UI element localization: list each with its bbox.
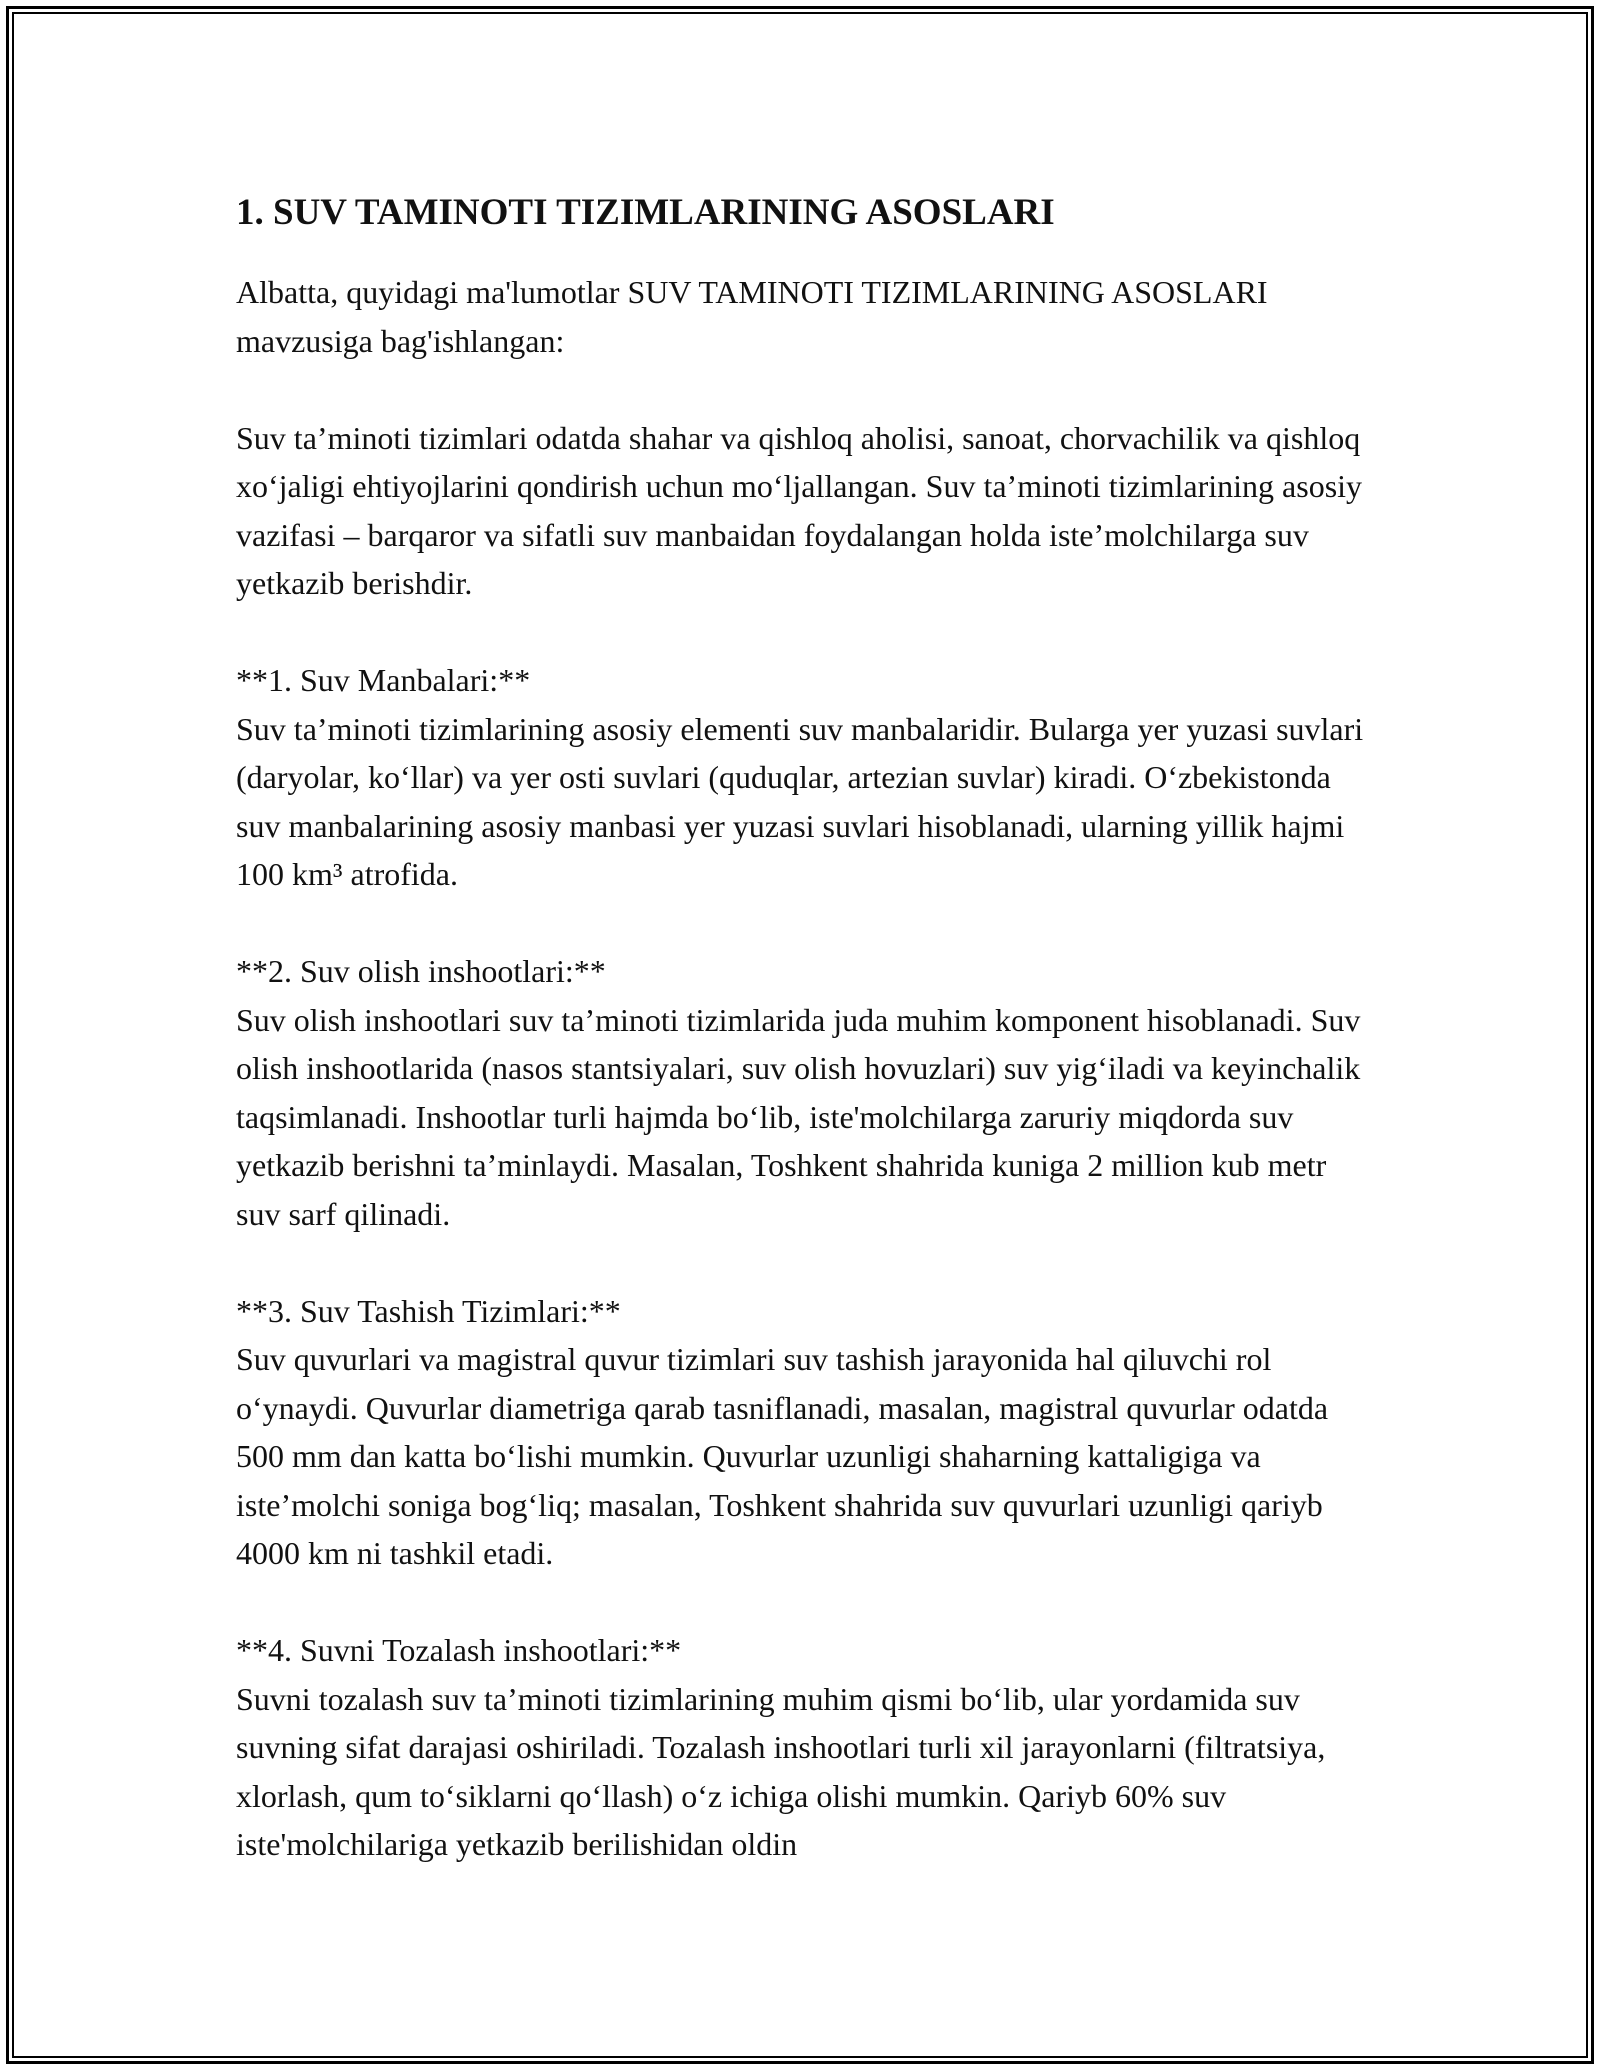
paragraph-gap: [236, 365, 1366, 414]
section-heading-intake-structures: **2. Suv olish inshootlari:**: [236, 953, 606, 989]
section-heading-treatment-structures: **4. Suvni Tozalash inshootlari:**: [236, 1632, 682, 1668]
section-heading-water-sources: **1. Suv Manbalari:**: [236, 662, 531, 698]
paragraph-gap: [236, 608, 1366, 657]
document-body: [236, 186, 1366, 1869]
section-heading-transport-systems: **3. Suv Tashish Tizimlari:**: [236, 1292, 621, 1329]
section-body-treatment-structures: Suvni tozalash suv ta’minoti tizimlarining muhim qismi bo‘lib, ular yordamida suv suvning sifat darajasi oshiriladi. Tozalash inshootlari turli xil jarayonlarni (filtratsiya, xlorlash, qum to‘siklarni qo‘llash) o‘z ichiga olishi mumkin. Qariyb 60% suv iste'molchilariga yetkazib berilishidan oldin: [236, 1680, 1326, 1862]
paragraph-gap: [236, 899, 1366, 948]
section-body-intake-structures: Suv olish inshootlari suv ta’minoti tizimlarida juda muhim komponent hisoblanadi. Suv olish inshootlarida (nasos stantsiyalari, suv olish hovuzlari) suv yig‘iladi va keyinchalik taqsimlanadi. Inshootlar turli hajmda bo‘lib, iste'molchilarga zaruriy miqdorda suv yetkazib berishni ta’minlaydi. Masalan, Toshkent shahrida kuniga 2 million kub metr suv sarf qilinadi.: [236, 1001, 1361, 1232]
paragraph-gap: [236, 1578, 1366, 1627]
intro-paragraph: Albatta, quyidagi ma'lumotlar SUV TAMINOTI TIZIMLARINING ASOSLARI mavzusiga bag'ishlangan:: [236, 274, 1268, 359]
document-title: 1. SUV TAMINOTI TIZIMLARINING ASOSLARI: [236, 192, 1055, 233]
overview-paragraph: Suv ta’minoti tizimlari odatda shahar va qishloq aholisi, sanoat, chorvachilik va qishloq xo‘jaligi ehtiyojlarini qondirish uchun mo‘ljallangan. Suv ta’minoti tizimlarining asosiy vazifasi – barqaror va sifatli suv manbaidan foydalangan holda iste’molchilarga suv yetkazib berishdir.: [236, 419, 1363, 601]
section-body-transport-systems: Suv quvurlari va magistral quvur tizimlari suv tashish jarayonida hal qiluvchi rol o‘ynaydi. Quvurlar diametriga qarab tasniflanadi, masalan, magistral quvurlar odatda 500 mm dan katta bo‘lishi mumkin. Quvurlar uzunligi shaharning kattaligiga va iste’molchi soniga bog‘liq; masalan, Toshkent shahrida suv quvurlari uzunligi qariyb 4000 km ni tashkil etadi.: [236, 1341, 1329, 1571]
section-body-water-sources: Suv ta’minoti tizimlarining asosiy elementi suv manbalaridir. Bularga yer yuzasi suvlari (daryolar, ko‘llar) va yer osti suvlari (quduqlar, artezian suvlar) kiradi. O‘zbekistonda suv manbalarining asosiy manbasi yer yuzasi suvlari hisoblanadi, ularning yillik hajmi 100 km³ atrofida.: [236, 710, 1364, 892]
paragraph-gap: [236, 1238, 1366, 1287]
